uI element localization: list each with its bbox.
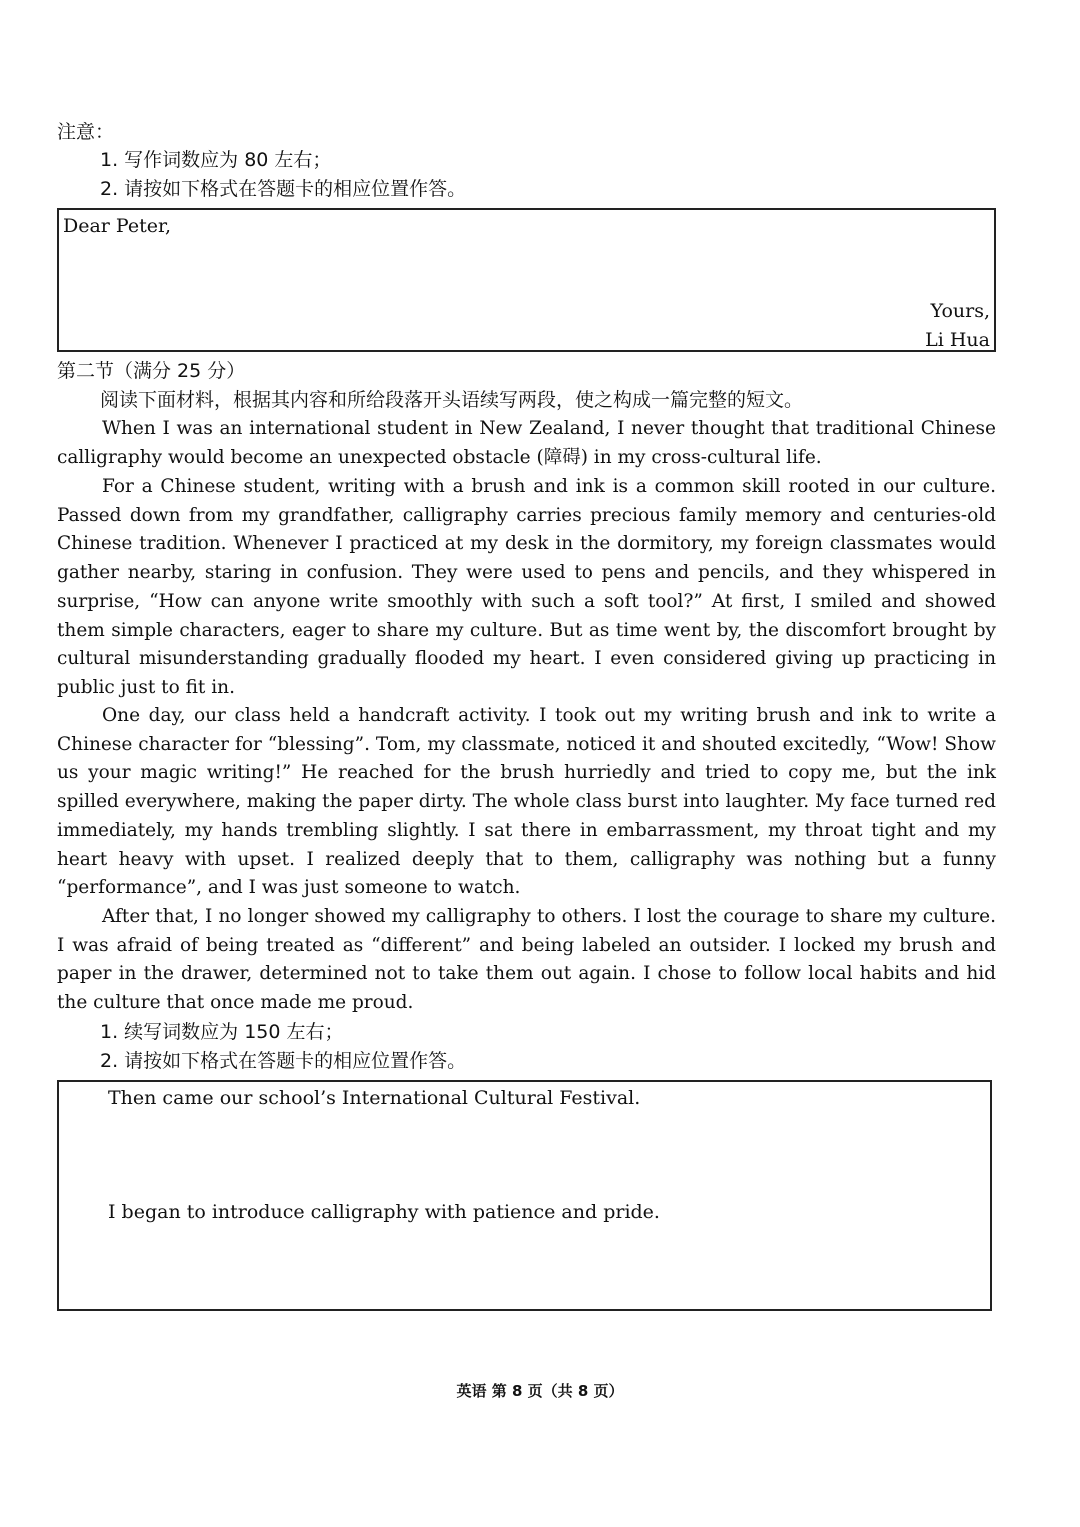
opening-sentence-1: Then came our school’s International Cultural Festival. xyxy=(108,1087,641,1109)
notice-label: 注意： xyxy=(57,121,115,143)
note-1: 1. 写作词数应为 80 左右； xyxy=(100,149,332,171)
continuation-note-2: 2. 请按如下格式在答题卡的相应位置作答。 xyxy=(100,1050,467,1072)
section-title: 第二节（满分 25 分） xyxy=(57,360,246,382)
instruction: 阅读下面材料，根据其内容和所给段落开头语续写两段，使之构成一篇完整的短文。 xyxy=(100,389,804,411)
passage-paragraph-1: When I was an international student in New Zealand, I never thought that traditional Chinese calligraphy would become an unexpected obstacle (障碍) in my cross-cultural life. xyxy=(57,418,996,468)
opening-sentence-2: I began to introduce calligraphy with patience and pride. xyxy=(108,1201,660,1223)
passage-paragraph-2: For a Chinese student, writing with a brush and ink is a common skill rooted in our culture. Passed down from my grandfather, calligraphy carries precious family memory and centuries-old Chinese tradition. Whenever I practiced at my desk in the dormitory, my foreign classmates would gather nearby, staring in confusion. They were used to pens and pencils, and they whispered in surprise, “How can anyone write smoothly with such a soft tool?” At first, I smiled and showed them simple characters, eager to share my culture. But as time went by, the discomfort brought by cultural misunderstanding gradually flooded my heart. I even considered giving up practicing in public just to fit in. xyxy=(57,476,996,698)
passage-paragraph-4: After that, I no longer showed my calligraphy to others. I lost the courage to share my culture. I was afraid of being treated as “different” and being labeled an outsider. I locked my brush and paper in the drawer, determined not to take them out again. I chose to follow local habits and hid the culture that once made me proud. xyxy=(57,906,996,1014)
passage-paragraph-3: One day, our class held a handcraft activity. I took out my writing brush and ink to write a Chinese character for “blessing”. Tom, my classmate, noticed it and shouted excitedly, “Wow! Show us your magic writing!” He reached for the brush hurriedly and tried to copy me, but the ink spilled everywhere, making the paper dirty. The whole class burst into laughter. My face turned red immediately, my hands trembling slightly. I sat there in embarrassment, my throat tight and my heart heavy with upset. I realized deeply that to them, calligraphy was nothing but a funny “performance”, and I was just someone to watch. xyxy=(57,705,996,899)
page-footer: 英语 第 8 页（共 8 页） xyxy=(456,1382,624,1400)
letter-signature: Li Hua xyxy=(925,329,990,351)
continuation-answer-box xyxy=(57,1080,992,1311)
letter-greeting: Dear Peter, xyxy=(63,215,172,237)
note-2: 2. 请按如下格式在答题卡的相应位置作答。 xyxy=(100,178,467,200)
continuation-note-1: 1. 续写词数应为 150 左右； xyxy=(100,1021,344,1043)
letter-answer-box xyxy=(57,208,996,352)
letter-closing: Yours, xyxy=(930,300,990,322)
